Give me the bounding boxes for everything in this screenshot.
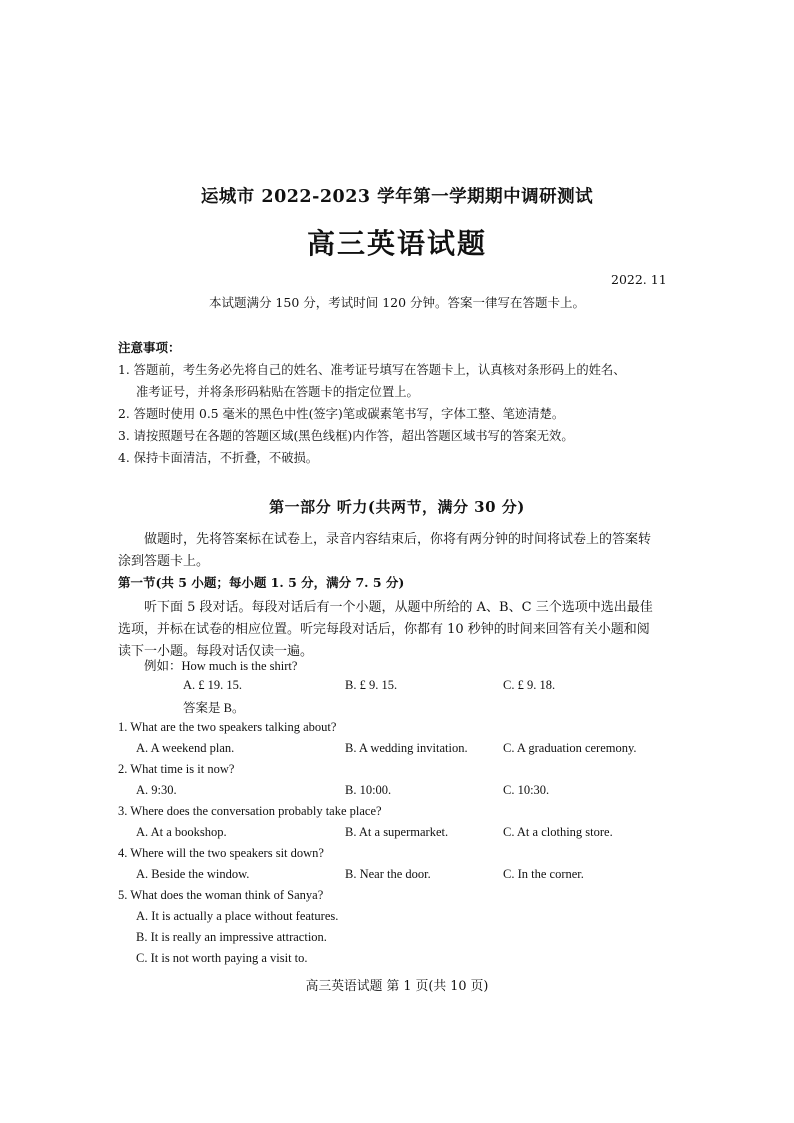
exam-date: 2022. 11 <box>611 272 667 287</box>
part-title: 第一部分 听力(共两节，满分 30 分) <box>269 498 525 516</box>
notes-heading: 注意事项： <box>118 340 181 355</box>
section-heading: 第一节(共 5 小题；每小题 1. 5 分，满分 7. 5 分) <box>118 575 405 590</box>
option-a: A. A weekend plan. <box>136 741 235 755</box>
question: 5. What does the woman think of Sanya? <box>118 888 324 902</box>
exam-subtitle: 高三英语试题 <box>306 227 487 260</box>
option-c: C. It is not worth paying a visit to. <box>136 951 308 965</box>
page-footer: 高三英语试题 第 1 页(共 10 页) <box>305 979 489 994</box>
example-option-c: C. £ 9. 18. <box>503 678 556 692</box>
note-item: 准考证号，并将条形码粘贴在答题卡的指定位置上。 <box>136 385 419 399</box>
question: 1. What are the two speakers talking about? <box>118 720 337 734</box>
example-question: 例如：How much is the shirt? <box>144 659 298 673</box>
example-option-a: A. £ 19. 15. <box>183 678 243 692</box>
option-c: C. At a clothing store. <box>503 825 613 839</box>
section-instructions: 听下面 5 段对话。每段对话后有一个小题，从题中所给的 A、B、C 三个选项中选出最佳 <box>144 600 653 615</box>
option-c: C. In the corner. <box>503 867 584 881</box>
option-a: A. It is actually a place without features. <box>136 909 339 923</box>
option-b: B. At a supermarket. <box>345 825 449 839</box>
option-a: A. At a bookshop. <box>136 825 227 839</box>
option-c: C. 10:30. <box>503 783 550 797</box>
intro-text: 涂到答题卡上。 <box>118 554 210 569</box>
option-b: B. A wedding invitation. <box>345 741 468 755</box>
example-option-b: B. £ 9. 15. <box>345 678 398 692</box>
option-a: A. 9:30. <box>136 783 177 797</box>
option-c: C. A graduation ceremony. <box>503 741 637 755</box>
option-b: B. Near the door. <box>345 867 431 881</box>
score-info: 本试题满分 150 分，考试时间 120 分钟。答案一律写在答题卡上。 <box>208 295 586 310</box>
question: 4. Where will the two speakers sit down? <box>118 846 324 860</box>
option-b: B. It is really an impressive attraction. <box>136 930 327 944</box>
question: 2. What time is it now? <box>118 762 235 776</box>
note-item: 1. 答题前，考生务必先将自己的姓名、准考证号填写在答题卡上，认真核对条形码上的姓名、 <box>118 363 626 377</box>
note-item: 4. 保持卡面清洁，不折叠，不破损。 <box>118 451 319 465</box>
note-item: 2. 答题时使用 0.5 毫米的黑色中性(签字)笔或碳素笔书写，字体工整、笔迹清楚。 <box>118 407 565 421</box>
intro-text: 做题时，先将答案标在试卷上，录音内容结束后，你将有两分钟的时间将试卷上的答案转 <box>144 532 652 547</box>
section-instructions: 选项，并标在试卷的相应位置。听完每段对话后，你都有 10 秒钟的时间来回答有关小题和阅 <box>118 622 650 637</box>
exam-title: 运城市 2022-2023 学年第一学期期中调研测试 <box>200 187 594 207</box>
option-b: B. 10:00. <box>345 783 392 797</box>
question: 3. Where does the conversation probably take place? <box>118 804 382 818</box>
section-instructions: 读下一小题。每段对话仅读一遍。 <box>118 644 314 659</box>
example-answer: 答案是 B。 <box>183 701 245 715</box>
note-item: 3. 请按照题号在各题的答题区域(黑色线框)内作答，超出答题区域书写的答案无效。 <box>118 429 574 443</box>
option-a: A. Beside the window. <box>136 867 250 881</box>
